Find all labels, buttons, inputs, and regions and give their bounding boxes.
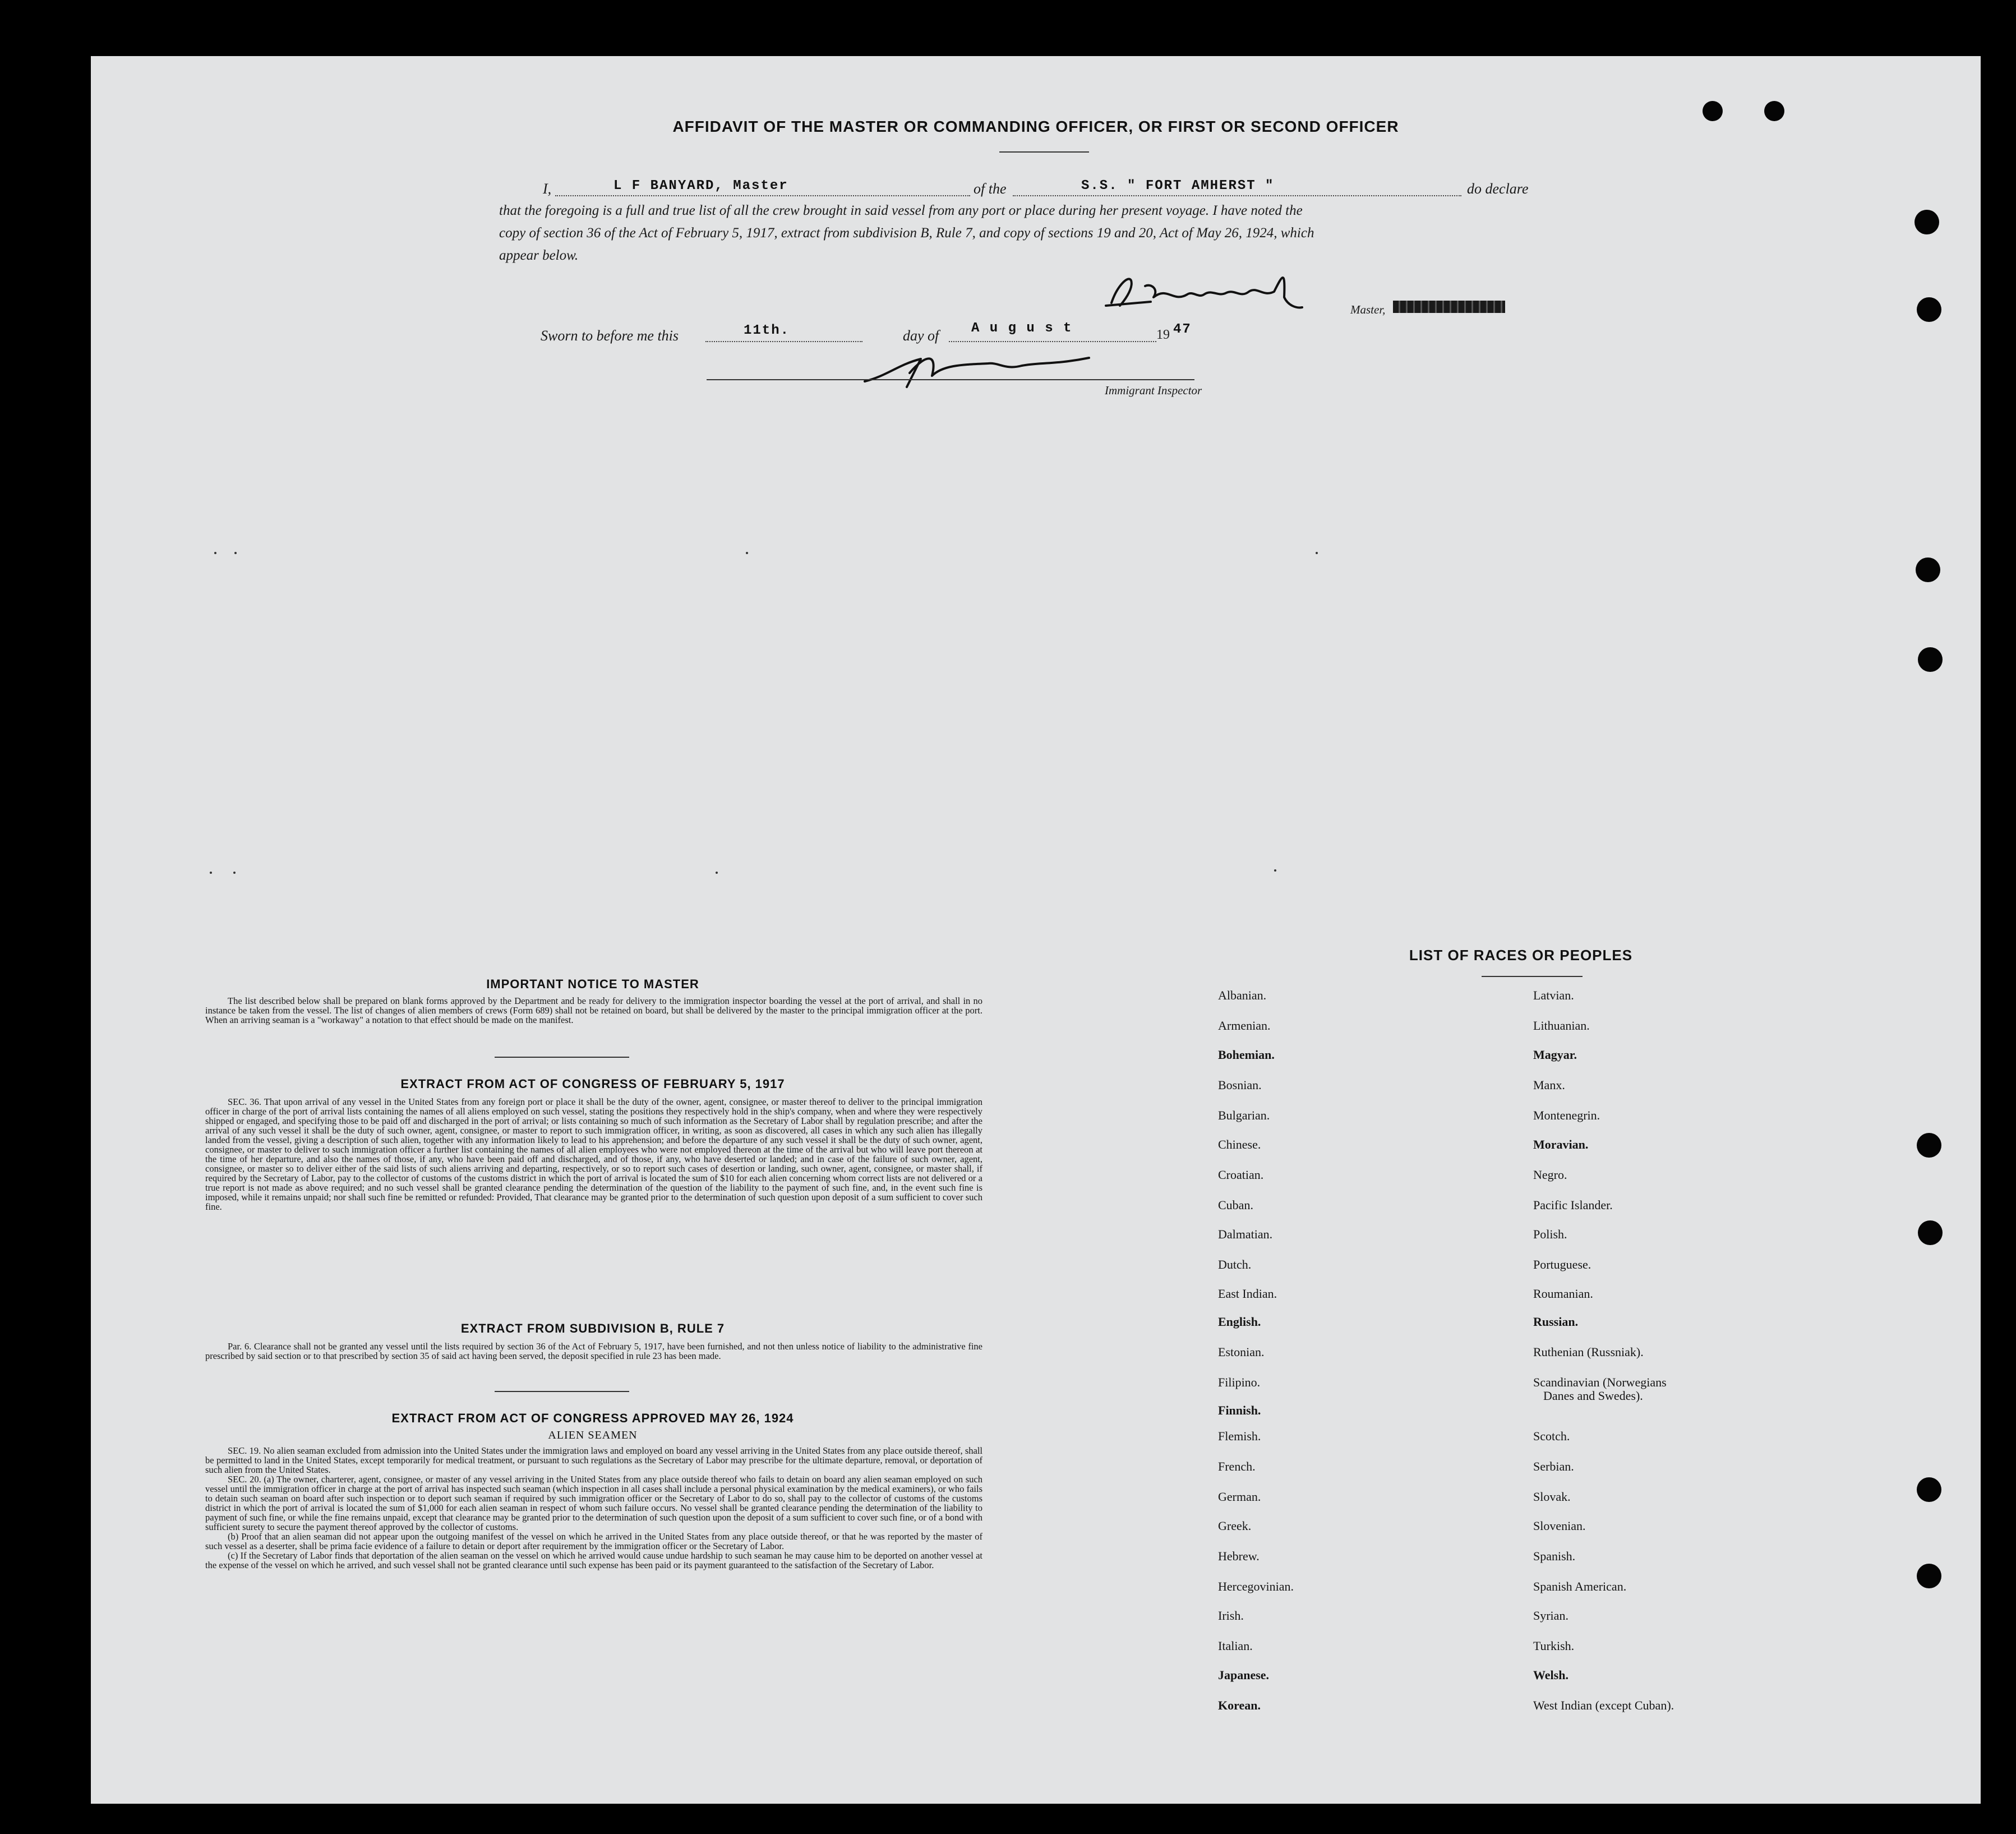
section-divider <box>495 1057 629 1058</box>
race-item: Serbian. <box>1533 1459 1574 1473</box>
form-mark <box>1274 869 1276 872</box>
races-divider <box>1482 976 1583 977</box>
notice-text-block <box>205 996 982 1025</box>
races-title: LIST OF RACES OR PEOPLES <box>1409 947 1633 964</box>
race-item: Ruthenian (Russniak). <box>1533 1345 1644 1359</box>
master-signature <box>1089 264 1325 325</box>
punch-hole <box>1918 647 1943 672</box>
of-the-label: of the <box>974 181 1007 197</box>
race-item: Pacific Islander. <box>1533 1198 1613 1212</box>
race-item: Manx. <box>1533 1078 1565 1092</box>
notice-heading: IMPORTANT NOTICE TO MASTER <box>486 977 699 991</box>
declaration-line-1: that the foregoing is a full and true list of all the crew brought in said vessel from any port or place during her present voyage. I have noted the <box>499 203 1303 218</box>
race-item: Dutch. <box>1218 1257 1252 1271</box>
sworn-day-line <box>705 341 862 342</box>
extract-1924-heading: EXTRACT FROM ACT OF CONGRESS APPROVED MAY 26, 1924 <box>391 1411 794 1425</box>
form-mark <box>1316 552 1318 554</box>
punch-hole <box>1917 1564 1941 1588</box>
extract-1917-heading: EXTRACT FROM ACT OF CONGRESS OF FEBRUARY 5, 1917 <box>400 1077 785 1091</box>
form-mark <box>210 872 212 874</box>
form-mark <box>716 872 718 874</box>
notice-text: The list described below shall be prepared on blank forms approved by the Department and be ready for delivery to the immigration inspector boarding the vessel at the port of arrival, and shall in no instance be taken from the vessel. The list of changes of alien members of crews (Form 689) shall not be retained on board, but shall be delivered by the master to the principal immigration officer at the port. When an arriving seaman is a "workaway" a notation to that effect should be made on the manifest. <box>205 996 982 1025</box>
punch-hole <box>1918 1220 1943 1245</box>
punch-hole <box>1916 557 1940 582</box>
form-mark <box>214 552 216 554</box>
race-item: Spanish. <box>1533 1549 1576 1563</box>
race-item: Flemish. <box>1218 1429 1261 1443</box>
sworn-month-field: A u g u s t <box>971 321 1073 336</box>
race-item: Korean. <box>1218 1698 1261 1712</box>
punch-hole <box>1917 1133 1941 1158</box>
race-item: Welsh. <box>1533 1668 1568 1682</box>
race-item: Danes and Swedes). <box>1543 1389 1643 1403</box>
inspector-label: Immigrant Inspector <box>1105 384 1202 397</box>
race-item: German. <box>1218 1490 1261 1504</box>
master-name-line <box>555 195 970 196</box>
race-item: Irish. <box>1218 1609 1244 1623</box>
race-item: Negro. <box>1533 1168 1567 1182</box>
rule-7-heading: EXTRACT FROM SUBDIVISION B, RULE 7 <box>460 1321 725 1335</box>
race-item: Syrian. <box>1533 1609 1568 1623</box>
race-item: Bohemian. <box>1218 1048 1275 1062</box>
race-item: Latvian. <box>1533 988 1574 1002</box>
master-name-field: L F BANYARD, Master <box>613 178 788 193</box>
race-item: Albanian. <box>1218 988 1267 1002</box>
race-item: Cuban. <box>1218 1198 1253 1212</box>
race-item: East Indian. <box>1218 1287 1277 1301</box>
sworn-label: Sworn to before me this <box>541 328 679 344</box>
document-page <box>91 56 1981 1804</box>
punch-hole <box>1917 297 1941 322</box>
vessel-name-field: S.S. " FORT AMHERST " <box>1081 178 1275 193</box>
declaration-line-3: appear below. <box>499 248 579 263</box>
do-declare-label: do declare <box>1467 181 1529 197</box>
sec-20b-text: (b) Proof that an alien seaman did not appear upon the outgoing manifest of the vessel on which he arrived in the United States from any place outside thereof, or that he was reported by the master of such vessel as a deserter, shall be prima facie evidence of a failure to detain or deport after requirement by the immigration officer or the Secretary of Labor. <box>205 1531 982 1551</box>
race-item: Japanese. <box>1218 1668 1270 1682</box>
race-item: Slovenian. <box>1533 1519 1586 1533</box>
i-label: I, <box>543 181 552 197</box>
rule-7-block <box>205 1342 982 1361</box>
race-item: West Indian (except Cuban). <box>1533 1698 1674 1712</box>
race-item: Italian. <box>1218 1639 1253 1653</box>
day-of-label: day of <box>903 328 939 344</box>
race-item: Chinese. <box>1218 1137 1261 1151</box>
race-item: Armenian. <box>1218 1019 1271 1033</box>
race-item: Greek. <box>1218 1519 1252 1533</box>
sec-20a-text: SEC. 20. (a) The owner, charterer, agent, consignee, or master of any vessel arriving in the United States from any place outside thereof who fails to detain on board any alien seaman employed on such vessel until the immigration officer in charge at the port of arrival has inspected such seaman (which inspection in all cases shall include a personal physical examination by the medical examiners), or who fails to detain such seaman on board after such inspection or to deport such seaman if required by such immigration officer or the Secretary of Labor to do so, shall pay to the collector of customs of the customs district in which the port of arrival is located the sum of $1,000 for each alien seaman in respect of whom such failure occurs. No vessel shall be granted clearance pending the determination of the liability to payment of such fine, or while the fine remains unpaid, except that clearance may be granted prior to the determination of such question upon the deposit of a sum sufficient to cover such fine, or of a bond with sufficient surety to secure the payment thereof approved by the collector of customs. <box>205 1474 982 1532</box>
race-item: Estonian. <box>1218 1345 1265 1359</box>
race-item: Finnish. <box>1218 1403 1261 1417</box>
race-item: Portuguese. <box>1533 1257 1591 1271</box>
extract-1917-block <box>205 1097 982 1211</box>
section-divider <box>495 1391 629 1392</box>
race-item: Dalmatian. <box>1218 1227 1273 1241</box>
inspector-signature-line <box>707 379 1194 380</box>
sworn-day-field: 11th. <box>744 323 790 338</box>
form-mark <box>233 872 236 874</box>
form-mark <box>234 552 237 554</box>
race-item: Filipino. <box>1218 1375 1261 1389</box>
race-item: Scotch. <box>1533 1429 1570 1443</box>
race-item: Scandinavian (Norwegians <box>1533 1375 1667 1389</box>
punch-hole <box>1914 210 1939 234</box>
extract-1924-block <box>205 1446 982 1570</box>
race-item: Hebrew. <box>1218 1549 1260 1563</box>
rule-7-text: Par. 6. Clearance shall not be granted any vessel until the lists required by section 36 of the Act of February 5, 1917, have been furnished, and not then unless notice of liability to the administrative fine prescribed by said section or to that prescribed by section 35 of said act having been served, the deposit specified in rule 23 has been made. <box>205 1341 982 1361</box>
race-item: Slovak. <box>1533 1490 1571 1504</box>
form-mark <box>746 552 748 554</box>
struck-out-title <box>1393 301 1505 313</box>
race-item: Hercegovinian. <box>1218 1579 1294 1593</box>
race-item: Magyar. <box>1533 1048 1577 1062</box>
race-item: Roumanian. <box>1533 1287 1593 1301</box>
declaration-line-2: copy of section 36 of the Act of February 5, 1917, extract from subdivision B, Rule 7, and copy of sections 19 and 20, Act of May 26, 1924, which <box>499 225 1314 241</box>
alien-seamen-subheading: ALIEN SEAMEN <box>548 1429 638 1441</box>
punch-hole <box>1917 1477 1941 1502</box>
race-item: Russian. <box>1533 1315 1579 1329</box>
race-item: Bulgarian. <box>1218 1108 1270 1122</box>
master-label: Master, <box>1350 303 1386 316</box>
race-item: Turkish. <box>1533 1639 1575 1653</box>
sec-20c-text: (c) If the Secretary of Labor finds that deportation of the alien seaman on the vessel on which he arrived would cause undue hardship to such seaman he may cause him to be deported on another vessel at the expense of the vessel on which he arrived, and such vessel shall not be granted clearance until such expense has been paid or its payment guaranteed to the satisfaction of the Secretary of Labor. <box>205 1550 982 1570</box>
race-item: Spanish American. <box>1533 1579 1627 1593</box>
affidavit-title: AFFIDAVIT OF THE MASTER OR COMMANDING OFFICER, OR FIRST OR SECOND OFFICER <box>672 118 1399 135</box>
race-item: French. <box>1218 1459 1256 1473</box>
vessel-name-line <box>1013 195 1461 196</box>
year-prefix: 19 <box>1156 328 1170 342</box>
race-item: Bosnian. <box>1218 1078 1262 1092</box>
inspector-signature <box>854 342 1100 393</box>
race-item: Croatian. <box>1218 1168 1264 1182</box>
extract-1917-text: SEC. 36. That upon arrival of any vessel in the United States from any foreign port or place it shall be the duty of the owner, agent, consignee, or master thereof to deliver to the principal immigration officer in charge of the port of arrival lists containing the names of all aliens employed on such vessel, stating the positions they respectively hold in the ship's company, when and where they were respectively shipped or engaged, and specifying those to be paid off and discharged in the port of arrival; or lists containing so much of such information as the Secretary of Labor shall by regulation prescribe; and after the arrival of any such vessel it shall be the duty of such owner, agent, consignee, or master to report to such immigration officer, in writing, as soon as discovered, all cases in which any such alien has illegally landed from the vessel, giving a description of such alien, together with any information likely to lead to his apprehension; and before the departure of any such vessel it shall be the duty of such owner, agent, consignee, or master to deliver to such immigration officer a further list containing the names of all alien employees who were not employed thereon at the time of the arrival but who will leave port thereon at the time of her departure, and also the names of those, if any, who have been paid off and discharged, and of those, if any, who have deserted or landed; and in case of the failure of such owner, agent, consignee, or master so to deliver either of the said lists of such aliens arriving and departing, respectively, or so to report such cases of desertion or landing, such owner, agent, consignee, or master shall, if required by the Secretary of Labor, pay to the collector of customs of the customs district in which the port of arrival is located the sum of $10 for each alien concerning whom correct lists are not delivered or a true report is not made as above required; and no such vessel shall be granted clearance pending the determination of the question of the liability to the payment of such fine, and, in the event such fine is imposed, while it remains unpaid; nor shall such fine be remitted or refunded: Provided, That clearance may be granted prior to the determination of such question upon deposit of a sum sufficient to cover such fine. <box>205 1096 982 1212</box>
title-divider <box>999 151 1089 153</box>
race-item: English. <box>1218 1315 1261 1329</box>
race-item: Moravian. <box>1533 1137 1589 1151</box>
year-suffix-field: 47 <box>1173 322 1192 337</box>
race-item: Polish. <box>1533 1227 1567 1241</box>
sec-19-text: SEC. 19. No alien seaman excluded from admission into the United States under the immigration laws and employed on board any vessel arriving in the United States from any place outside thereof, shall be permitted to land in the United States, except temporarily for medical treatment, or pursuant to such regulations as the Secretary of Labor may prescribe for the ultimate departure, removal, or deportation of such alien from the United States. <box>205 1445 982 1475</box>
race-item: Lithuanian. <box>1533 1019 1590 1033</box>
race-item: Montenegrin. <box>1533 1108 1600 1122</box>
